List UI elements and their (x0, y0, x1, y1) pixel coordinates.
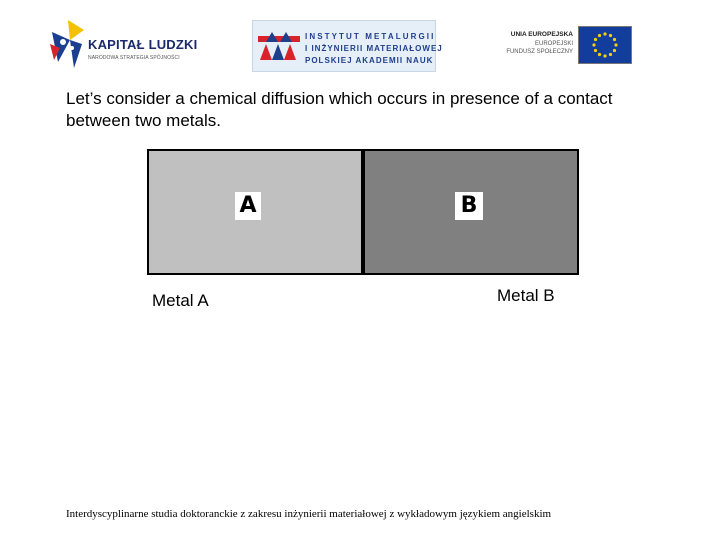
eu-fund-line-1: EUROPEJSKI (534, 41, 573, 47)
kapital-ludzki-subtitle: NARODOWA STRATEGIA SPÓJNOŚCI (88, 55, 180, 61)
footer-text: Interdyscyplinarne studia doktoranckie z zakresu inżynierii materiałowej z wykładowym językiem angielskim (66, 508, 552, 520)
intro-text: Let’s consider a chemical diffusion which occurs in presence of a contact between two metals. (66, 89, 613, 130)
kapital-ludzki-logo (48, 18, 198, 70)
institute-emblem-icon (258, 30, 300, 62)
kapital-ludzki-emblem-icon (48, 18, 86, 70)
institute-logo (252, 20, 443, 72)
institute-name-line-2: I INŻYNIERII MATERIAŁOWEJ (305, 44, 443, 53)
institute-name-line-1: INSTYTUT METALURGII (305, 32, 436, 41)
metal-a-letter: A (235, 192, 261, 220)
metal-b-label: Metal B (497, 286, 555, 305)
eu-stars-icon (579, 27, 631, 63)
kapital-ludzki-title: KAPITAŁ LUDZKI (88, 37, 198, 52)
eu-name: UNIA EUROPEJSKA (510, 31, 573, 38)
metal-a-label: Metal A (152, 291, 209, 310)
eu-fund-line-2: FUNDUSZ SPOŁECZNY (506, 49, 573, 55)
eu-flag-icon (578, 26, 632, 64)
institute-name-line-3: POLSKIEJ AKADEMII NAUK (305, 56, 434, 65)
metal-b-letter: B (455, 192, 483, 220)
eu-fund-logo (500, 24, 635, 64)
